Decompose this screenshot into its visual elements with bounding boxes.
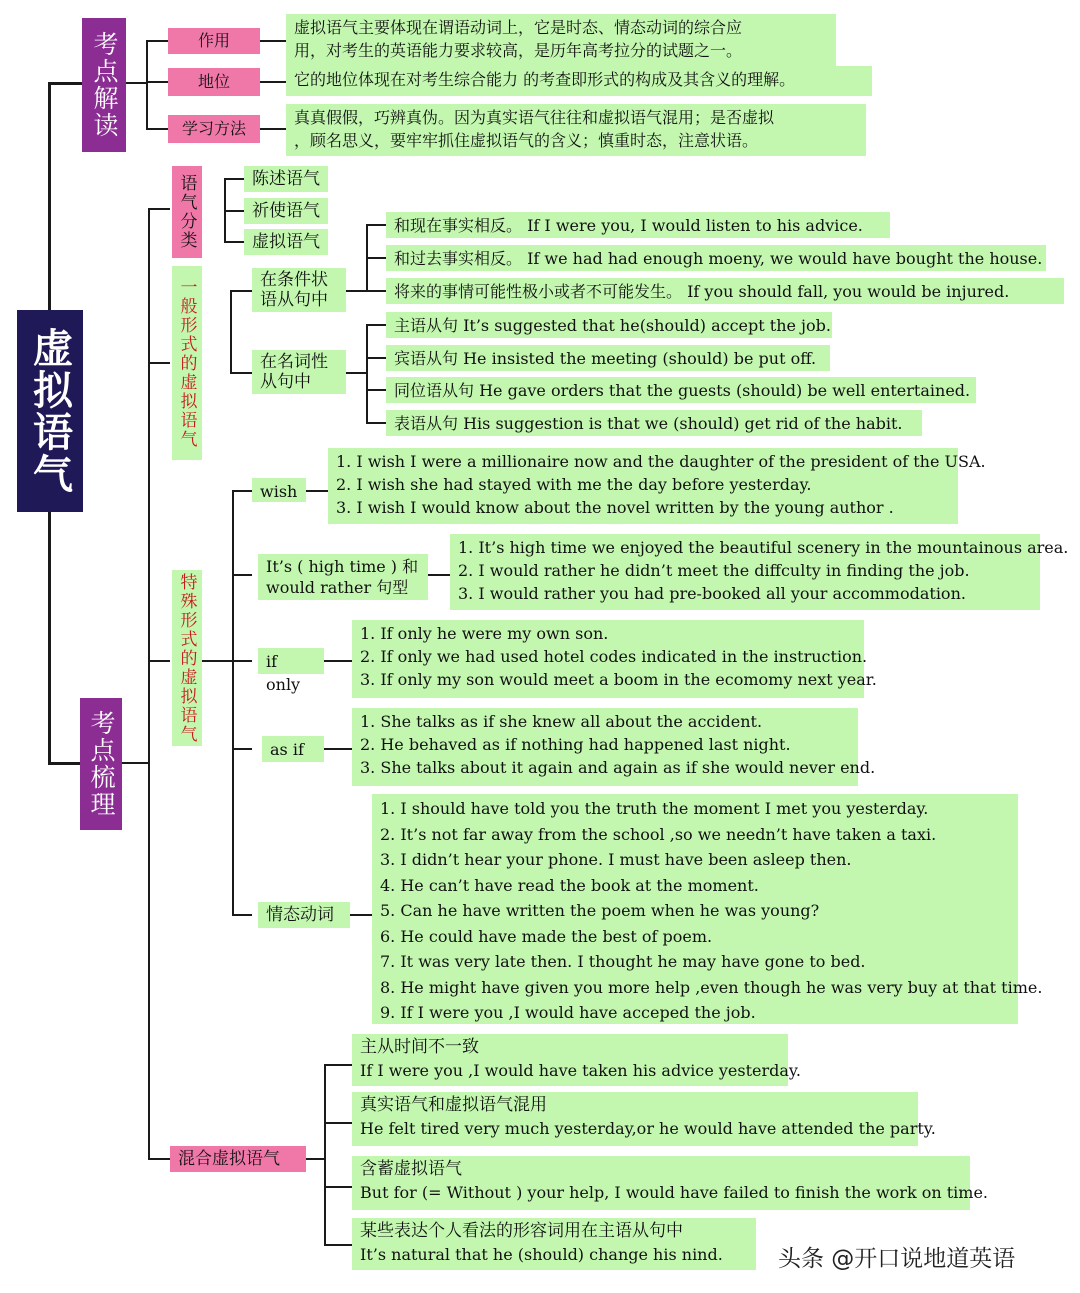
special-group-label-modal-verbs: 情态动词 [258, 902, 350, 928]
special-group-high-time [450, 534, 1069, 610]
mixed-item [352, 1218, 756, 1270]
mood-item: 虚拟语气 [244, 229, 328, 255]
special-group-as-if [352, 708, 876, 786]
mixed-item-title: 某些表达个人看法的形容词用在主语从句中 [360, 1221, 683, 1241]
conditional-item: 和过去事实相反。 If we had had enough moeny, we would have bought the house. [386, 245, 1046, 271]
mixed-item-example: It’s natural that he (should) change his nind. [360, 1245, 723, 1264]
mixed-item-title: 真实语气和虚拟语气混用 [360, 1095, 547, 1115]
noun-clause-item: 同位语从句 He gave orders that the guests (should) be well entertained. [386, 377, 976, 403]
example-line: 2. He behaved as if nothing had happened last night. [360, 735, 791, 754]
text-line: ，顾名思义，要牢牢抓住虚拟语气的含义；慎重时态，注意状语。 [294, 131, 759, 150]
text-line: 在条件状 [260, 270, 328, 290]
mood-item: 陈述语气 [244, 166, 328, 192]
example-line: 5. Can he have written the poem when he was young? [380, 901, 820, 920]
special-group-label-if-only: if only [258, 648, 324, 674]
conditional-item: 将来的事情可能性极小或者不可能发生。 If you should fall, you would be injured. [386, 278, 1064, 304]
mixed-item [352, 1156, 989, 1210]
text-line: It’s ( high time ) 和 [266, 557, 419, 576]
example-line: 9. If I were you ,I would have acceped the job. [380, 1003, 756, 1022]
noun-clause-label [252, 350, 346, 394]
special-group-if-only [352, 620, 877, 698]
mixed-item-title: 主从时间不一致 [360, 1037, 479, 1057]
section-label-interpretation: 考点解读 [82, 18, 126, 152]
intro-text-status [286, 66, 872, 96]
example-line: 6. He could have made the best of poem. [380, 926, 713, 946]
example-line: 2. If only we had used hotel codes indicated in the instruction. [360, 647, 868, 666]
mixed-item-example: But for (= Without ) your help, I would have failed to finish the work on time. [360, 1183, 989, 1202]
example-line: 2. I wish she had stayed with me the day before yesterday. [336, 475, 812, 494]
example-line: 1. She talks as if she knew all about the accident. [360, 712, 763, 731]
text-line: 语从句中 [260, 290, 328, 310]
text-line: would rather 句型 [266, 578, 409, 597]
example-line: 1. If only he were my own son. [360, 624, 609, 643]
mixed-item-example: He felt tired very much yesterday,or he would have attended the party. [360, 1119, 936, 1138]
example-line: 3. I didn’t hear your phone. I must have been asleep then. [380, 850, 852, 869]
noun-clause-item: 主语从句 It’s suggested that he(should) accept the job. [386, 312, 832, 338]
mixed-item-title: 含蓄虚拟语气 [360, 1159, 462, 1179]
special-label: 特殊形式的虚拟语气 [172, 570, 202, 746]
intro-text-function [286, 14, 836, 66]
example-line: 2. It’s not far away from the school ,so we needn’t have taken a taxi. [380, 824, 937, 844]
special-group-label-wish: wish [252, 478, 306, 502]
mixed-item-example: If I were you ,I would have taken his advice yesterday. [360, 1061, 801, 1080]
mixed-item [352, 1092, 936, 1146]
section-label-review: 考点梳理 [80, 698, 122, 830]
example-line: 1. It’s high time we enjoyed the beautiful scenery in the mountainous area. [458, 538, 1069, 557]
intro-label-status: 地位 [168, 68, 260, 96]
conditional-clause-label [252, 268, 346, 312]
mixed-item [352, 1034, 801, 1086]
example-line: 1. I wish I were a millionaire now and the daughter of the president of the USA. [336, 452, 986, 471]
special-group-label-high-time [258, 554, 428, 600]
text-line: 虚拟语气主要体现在谓语动词上，它是时态、情态动词的综合应 [294, 18, 743, 37]
text-line: 在名词性 [260, 352, 328, 372]
intro-text-method [286, 104, 866, 156]
special-group-modal-verbs [372, 794, 1043, 1024]
text-line: 它的地位体现在对考生综合能力 的考查即形式的构成及其含义的理解。 [294, 70, 796, 89]
example-line: 2. I would rather he didn’t meet the diffculty in finding the job. [458, 561, 970, 580]
general-label: 一般形式的虚拟语气 [172, 266, 202, 460]
intro-label-function: 作用 [168, 28, 260, 54]
example-line: 3. She talks about it again and again as if she would never end. [360, 758, 876, 777]
example-line: 4. He can’t have read the book at the moment. [380, 875, 759, 895]
noun-clause-item: 表语从句 His suggestion is that we (should) get rid of the habit. [386, 410, 922, 436]
example-line: 1. I should have told you the truth the moment I met you yesterday. [380, 799, 929, 818]
text-line: 从句中 [260, 372, 311, 392]
mixed-label: 混合虚拟语气 [170, 1146, 306, 1172]
special-group-wish [328, 448, 986, 524]
root-title: 虚拟语气 [17, 310, 83, 512]
conditional-item: 和现在事实相反。 If I were you, I would listen to his advice. [386, 212, 890, 238]
example-line: 3. If only my son would meet a boom in the ecomomy next year. [360, 670, 877, 689]
intro-label-method: 学习方法 [168, 115, 260, 143]
text-line: 用，对考生的英语能力要求较高，是历年高考拉分的试题之一。 [294, 41, 743, 60]
noun-clause-item: 宾语从句 He insisted the meeting (should) be put off. [386, 345, 830, 371]
example-line: 3. I would rather you had pre-booked all your accommodation. [458, 584, 966, 603]
watermark: 头条 @开口说地道英语 [778, 1246, 1016, 1272]
mood-item: 祈使语气 [244, 198, 328, 224]
moods-label: 语气分类 [172, 166, 202, 258]
example-line: 7. It was very late then. I thought he may have gone to bed. [380, 952, 866, 971]
example-line: 8. He might have given you more help ,even though he was very buy at that time. [380, 977, 1043, 997]
text-line: 真真假假，巧辨真伪。因为真实语气往往和虚拟语气混用；是否虚拟 [294, 108, 775, 127]
special-group-label-as-if: as if [262, 736, 324, 762]
example-line: 3. I wish I would know about the novel written by the young author . [336, 498, 894, 517]
